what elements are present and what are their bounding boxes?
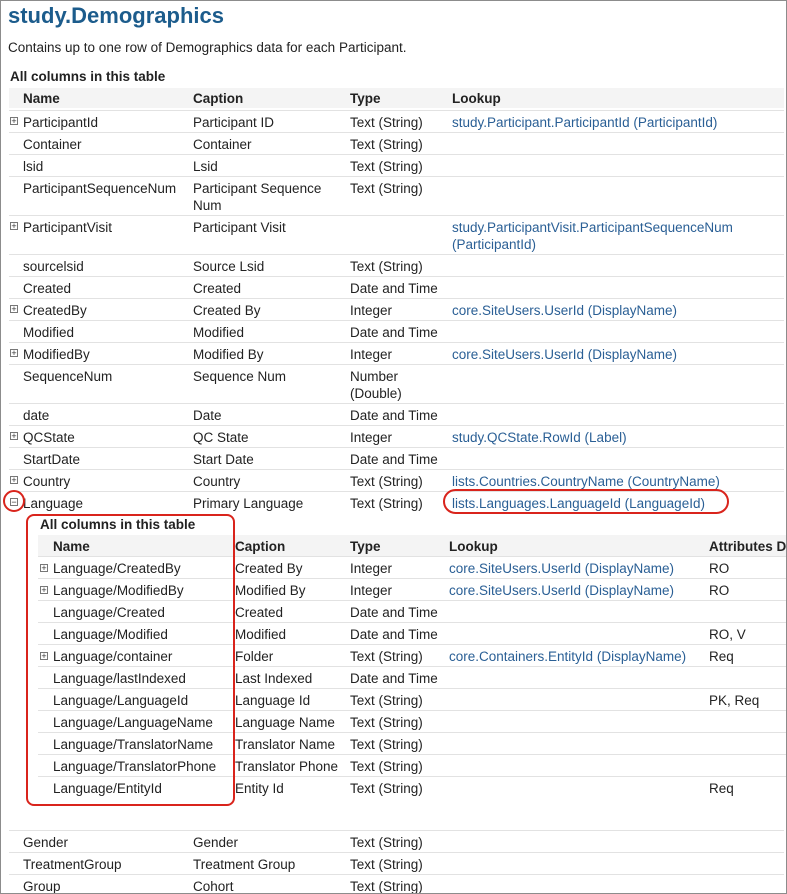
- nested-column-type: Text (String): [350, 693, 423, 708]
- column-caption: Gender: [193, 835, 239, 850]
- nested-column-type: Text (String): [350, 781, 423, 796]
- column-name: ParticipantVisit: [23, 220, 113, 235]
- section-title: All columns in this table: [10, 69, 166, 84]
- expand-icon[interactable]: +: [41, 585, 47, 595]
- column-name: Gender: [23, 835, 69, 850]
- table-row: [9, 276, 784, 299]
- header-name: Name: [23, 91, 60, 106]
- nested-column-caption: Folder: [235, 649, 274, 664]
- nested-column-type: Text (String): [350, 649, 423, 664]
- nested-column-caption: Last Indexed: [235, 671, 313, 686]
- table-row: [9, 298, 784, 321]
- column-type: Text (String): [350, 137, 423, 152]
- column-caption: Primary Language: [193, 496, 304, 511]
- table-row: [9, 132, 784, 155]
- lookup-link[interactable]: lists.Countries.CountryName (CountryName): [452, 474, 720, 489]
- nested-column-name: Language/Created: [53, 605, 165, 620]
- header-type: Type: [350, 91, 381, 106]
- table-row: [9, 425, 784, 448]
- nested-column-caption: Translator Name: [235, 737, 336, 752]
- nested-column-caption: Language Id: [235, 693, 311, 708]
- nested-header-type: Type: [350, 539, 381, 554]
- column-caption: Date: [193, 408, 222, 423]
- header-lookup: Lookup: [452, 91, 501, 106]
- nested-column-caption: Language Name: [235, 715, 335, 730]
- column-name: Modified: [23, 325, 75, 340]
- table-row: [9, 342, 784, 365]
- nested-column-type: Integer: [350, 561, 393, 576]
- lookup-link[interactable]: lists.Languages.LanguageId (LanguageId): [452, 496, 705, 511]
- column-name: Container: [23, 137, 82, 152]
- annotation-lookup-oval: [443, 489, 729, 514]
- column-type: Date and Time: [350, 281, 438, 296]
- table-row: [9, 215, 784, 255]
- table-row: [9, 110, 784, 133]
- column-caption: Country: [193, 474, 241, 489]
- nested-column-attributes: RO: [709, 561, 730, 576]
- column-type: Text (String): [350, 181, 423, 196]
- nested-header-name: Name: [53, 539, 90, 554]
- table-row: [9, 852, 784, 875]
- page-title: study.Demographics: [8, 3, 224, 28]
- column-type: Integer: [350, 430, 393, 445]
- expand-icon[interactable]: +: [11, 116, 17, 126]
- nested-lookup-link[interactable]: core.SiteUsers.UserId (DisplayName): [449, 561, 675, 576]
- nested-section-title: All columns in this table: [40, 517, 196, 532]
- nested-header-caption: Caption: [235, 539, 286, 554]
- column-type: Text (String): [350, 159, 423, 174]
- column-name: lsid: [23, 159, 44, 174]
- column-type: Date and Time: [350, 452, 438, 467]
- column-type: Integer: [350, 303, 393, 318]
- column-name: date: [23, 408, 50, 423]
- column-caption: Container: [193, 137, 252, 152]
- column-caption: Source Lsid: [193, 259, 265, 274]
- expand-icon[interactable]: +: [11, 304, 17, 314]
- expand-icon[interactable]: +: [11, 431, 17, 441]
- column-caption: Sequence Num: [193, 369, 287, 384]
- column-name: CreatedBy: [23, 303, 87, 318]
- column-name: QCState: [23, 430, 75, 445]
- lookup-link[interactable]: study.ParticipantVisit.ParticipantSequenceNum (ParticipantId): [452, 220, 733, 252]
- column-type: Text (String): [350, 115, 423, 130]
- table-row: [9, 874, 784, 894]
- lookup-link[interactable]: study.Participant.ParticipantId (ParticipantId): [452, 115, 718, 130]
- nested-column-name: Language/Modified: [53, 627, 168, 642]
- column-name: StartDate: [23, 452, 81, 467]
- column-name: sourcelsid: [23, 259, 84, 274]
- nested-lookup-link[interactable]: core.Containers.EntityId (DisplayName): [449, 649, 687, 664]
- nested-column-caption: Translator Phone: [235, 759, 339, 774]
- column-caption: Participant Visit: [193, 220, 286, 235]
- expand-icon[interactable]: +: [41, 563, 47, 573]
- column-name: Country: [23, 474, 71, 489]
- column-caption: Start Date: [193, 452, 254, 467]
- column-caption: Created: [193, 281, 242, 296]
- expand-icon[interactable]: +: [11, 221, 17, 231]
- header-caption: Caption: [193, 91, 244, 106]
- table-row: [9, 154, 784, 177]
- nested-header-attributes: Attributes D: [709, 539, 787, 554]
- lookup-link[interactable]: study.QCState.RowId (Label): [452, 430, 627, 445]
- nested-column-caption: Entity Id: [235, 781, 284, 796]
- column-type: Text (String): [350, 259, 423, 274]
- column-type: Number (Double): [350, 369, 402, 401]
- nested-column-caption: Modified By: [235, 583, 306, 598]
- column-type: Text (String): [350, 879, 423, 894]
- nested-column-name: Language/EntityId: [53, 781, 162, 796]
- lookup-link[interactable]: core.SiteUsers.UserId (DisplayName): [452, 347, 678, 362]
- nested-column-caption: Created By: [235, 561, 303, 576]
- column-name: ParticipantSequenceNum: [23, 181, 177, 196]
- table-row: [9, 176, 784, 216]
- column-type: Date and Time: [350, 408, 438, 423]
- nested-column-name: Language/CreatedBy: [53, 561, 181, 576]
- column-type: Text (String): [350, 496, 423, 511]
- column-caption: Modified: [193, 325, 245, 340]
- column-caption: Treatment Group: [193, 857, 296, 872]
- nested-column-attributes: PK, Req: [709, 693, 760, 708]
- nested-column-name: Language/TranslatorName: [53, 737, 214, 752]
- table-row: [9, 320, 784, 343]
- nested-column-type: Date and Time: [350, 605, 438, 620]
- column-caption: Lsid: [193, 159, 218, 174]
- column-name: Created: [23, 281, 72, 296]
- table-row: [9, 830, 784, 853]
- column-type: Text (String): [350, 835, 423, 850]
- nested-column-type: Date and Time: [350, 627, 438, 642]
- expand-icon[interactable]: +: [11, 348, 17, 358]
- lookup-link[interactable]: core.SiteUsers.UserId (DisplayName): [452, 303, 678, 318]
- column-name: Group: [23, 879, 61, 894]
- page-description: Contains up to one row of Demographics data for each Participant.: [8, 40, 407, 55]
- nested-column-name: Language/container: [53, 649, 173, 664]
- column-caption: Modified By: [193, 347, 264, 362]
- table-row: [9, 403, 784, 426]
- table-row: [9, 254, 784, 277]
- nested-column-caption: Modified: [235, 627, 287, 642]
- table-row: [9, 447, 784, 470]
- nested-column-attributes: RO, V: [709, 627, 746, 642]
- nested-column-name: Language/TranslatorPhone: [53, 759, 217, 774]
- column-name: ParticipantId: [23, 115, 99, 130]
- column-caption: Participant Sequence Num: [193, 181, 322, 213]
- nested-column-type: Integer: [350, 583, 393, 598]
- nested-column-type: Text (String): [350, 737, 423, 752]
- expand-icon[interactable]: +: [41, 651, 47, 661]
- nested-column-attributes: RO: [709, 583, 730, 598]
- nested-lookup-link[interactable]: core.SiteUsers.UserId (DisplayName): [449, 583, 675, 598]
- nested-column-name: Language/lastIndexed: [53, 671, 186, 686]
- nested-column-name: Language/LanguageName: [53, 715, 213, 730]
- nested-column-type: Date and Time: [350, 671, 438, 686]
- nested-column-name: Language/LanguageId: [53, 693, 189, 708]
- nested-column-name: Language/ModifiedBy: [53, 583, 184, 598]
- nested-column-type: Text (String): [350, 759, 423, 774]
- annotation-highlight-box: [26, 514, 235, 806]
- table-row: [9, 364, 784, 404]
- nested-header-lookup: Lookup: [449, 539, 498, 554]
- column-header-row: [9, 88, 784, 108]
- column-type: Text (String): [350, 474, 423, 489]
- column-type: Text (String): [350, 857, 423, 872]
- column-name: SequenceNum: [23, 369, 113, 384]
- nested-column-caption: Created: [235, 605, 284, 620]
- nested-column-type: Text (String): [350, 715, 423, 730]
- column-name: Language: [23, 496, 84, 511]
- annotation-expand-circle: [3, 490, 25, 512]
- nested-column-attributes: Req: [709, 649, 734, 664]
- expand-icon[interactable]: +: [11, 475, 17, 485]
- column-name: TreatmentGroup: [23, 857, 122, 872]
- column-type: Integer: [350, 347, 393, 362]
- column-name: ModifiedBy: [23, 347, 90, 362]
- column-type: Date and Time: [350, 325, 438, 340]
- column-caption: Created By: [193, 303, 261, 318]
- column-caption: QC State: [193, 430, 249, 445]
- column-caption: Cohort: [193, 879, 234, 894]
- nested-column-attributes: Req: [709, 781, 734, 796]
- column-caption: Participant ID: [193, 115, 275, 130]
- collapse-icon[interactable]: −: [11, 497, 17, 507]
